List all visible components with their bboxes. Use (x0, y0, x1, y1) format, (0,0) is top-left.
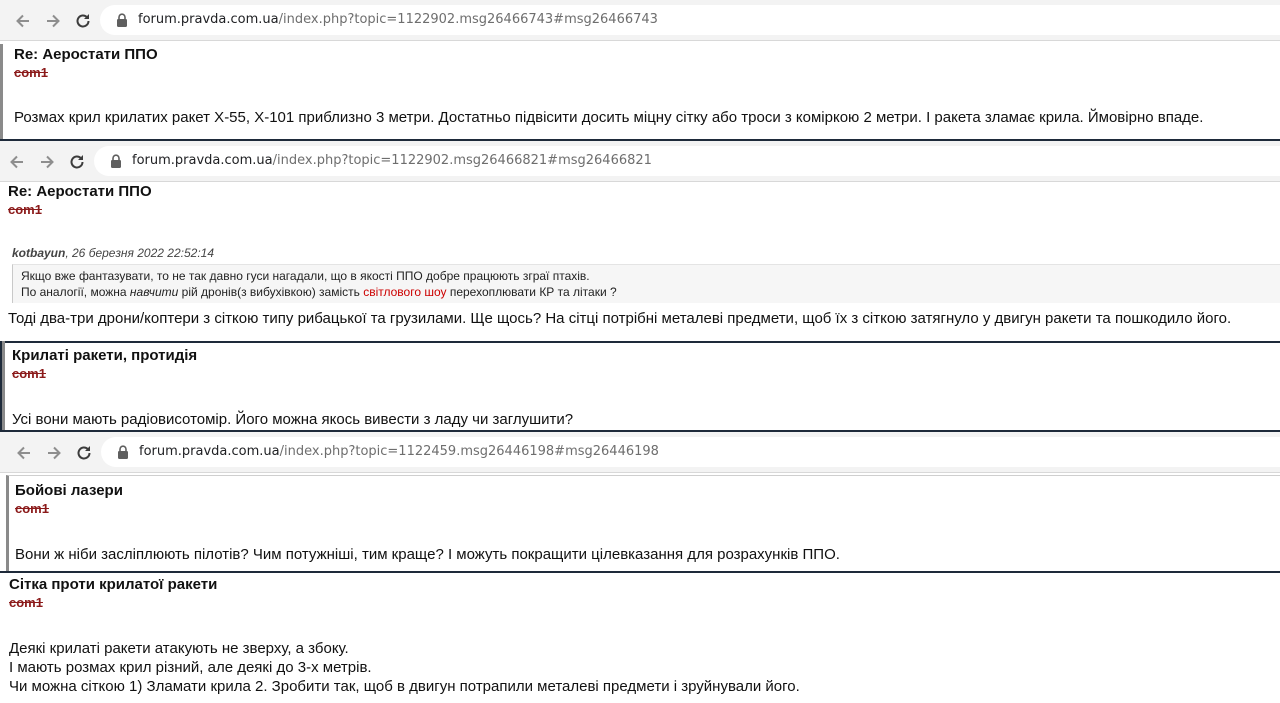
back-icon[interactable] (7, 152, 27, 172)
back-icon[interactable] (13, 11, 33, 31)
post-body: Усі вони мають радіовисотомір. Його можна якось вивести з ладу чи заглушити? (12, 411, 574, 428)
post-author[interactable]: com1 (15, 501, 49, 516)
back-icon[interactable] (14, 443, 34, 463)
screenshot-panel-4 (0, 430, 1280, 571)
quote-line: По аналогії, можна навчити рій дронів(з вибухівкою) замість світлового шоу перехоплювати КР та літаки ? (21, 285, 617, 299)
reload-icon[interactable] (73, 11, 93, 31)
lock-icon (117, 445, 129, 459)
screenshot-panel-1 (0, 0, 1280, 139)
quote-line: Якщо вже фантазувати, то не так давно гуси нагадали, що в якості ППО добре працюють зграї птахів. (21, 269, 590, 283)
post-title[interactable]: Re: Аеростати ППО (8, 183, 152, 200)
quote-author[interactable]: kotbayun (12, 246, 66, 260)
forward-icon[interactable] (44, 443, 64, 463)
post-author[interactable]: com1 (9, 595, 43, 610)
screenshot-panel-5 (0, 571, 1280, 703)
post-body (9, 639, 800, 696)
post-title[interactable]: Сітка проти крилатої ракети (9, 576, 218, 593)
post-title[interactable]: Re: Аеростати ППО (14, 46, 158, 63)
lock-icon (110, 154, 122, 168)
url-text: forum.pravda.com.ua/index.php?topic=1122902.msg26466743#msg26466743 (138, 12, 658, 27)
post-line: Деякі крилаті ракети атакують не зверху, а збоку. (9, 640, 349, 657)
address-bar[interactable] (101, 437, 1280, 467)
browser-toolbar (0, 141, 1280, 182)
quote-block (12, 264, 1280, 303)
post-author[interactable]: com1 (14, 65, 48, 80)
post-author[interactable]: com1 (12, 366, 46, 381)
browser-toolbar (0, 0, 1280, 41)
forum-post (0, 44, 1280, 139)
forum-post (2, 341, 1280, 430)
post-line: І мають розмах крил різний, але деякі до 3-х метрів. (9, 659, 372, 676)
browser-toolbar (0, 432, 1280, 473)
url-text: forum.pravda.com.ua/index.php?topic=1122902.msg26466821#msg26466821 (132, 153, 652, 168)
address-bar[interactable] (94, 146, 1280, 176)
forward-icon[interactable] (43, 11, 63, 31)
screenshot-panel-2 (0, 139, 1280, 341)
url-text: forum.pravda.com.ua/index.php?topic=1122459.msg26446198#msg26446198 (139, 444, 659, 459)
reload-icon[interactable] (67, 152, 87, 172)
forward-icon[interactable] (37, 152, 57, 172)
post-body: Розмах крил крилатих ракет Х-55, Х-101 приблизно 3 метри. Достатньо підвісити досить міцну сітку або троси з коміркою 2 метри. І ракета зламає крила. Ймовірно впаде. (14, 109, 1204, 126)
post-line: Чи можна сіткою 1) Зламати крила 2. Зробити так, щоб в двигун потрапили металеві предмети і зруйнували його. (9, 678, 800, 695)
post-title[interactable]: Бойові лазери (15, 482, 123, 499)
forum-post (6, 475, 1280, 571)
post-body: Тоді два-три дрони/коптери з сіткою типу рибацької та грузилами. Ще щось? На сітці потрібні металеві предмети, щоб їх з сіткою затягнуло у двигун ракети та пошкодило його. (8, 310, 1232, 327)
lock-icon (116, 13, 128, 27)
post-body: Вони ж ніби засліплюють пілотів? Чим потужніші, тим краще? І можуть покращити цілевказання для розрахунків ППО. (15, 546, 840, 563)
post-author[interactable]: com1 (8, 202, 42, 217)
forum-post (0, 571, 1280, 703)
quote-date: , 26 березня 2022 22:52:14 (65, 246, 214, 260)
reload-icon[interactable] (74, 443, 94, 463)
quote-link[interactable]: світлового шоу (363, 285, 447, 299)
forum-post (0, 181, 1280, 341)
post-title[interactable]: Крилаті ракети, протидія (12, 347, 198, 364)
quote-header (12, 246, 214, 260)
address-bar[interactable] (100, 5, 1280, 35)
screenshot-panel-3 (0, 341, 1280, 430)
